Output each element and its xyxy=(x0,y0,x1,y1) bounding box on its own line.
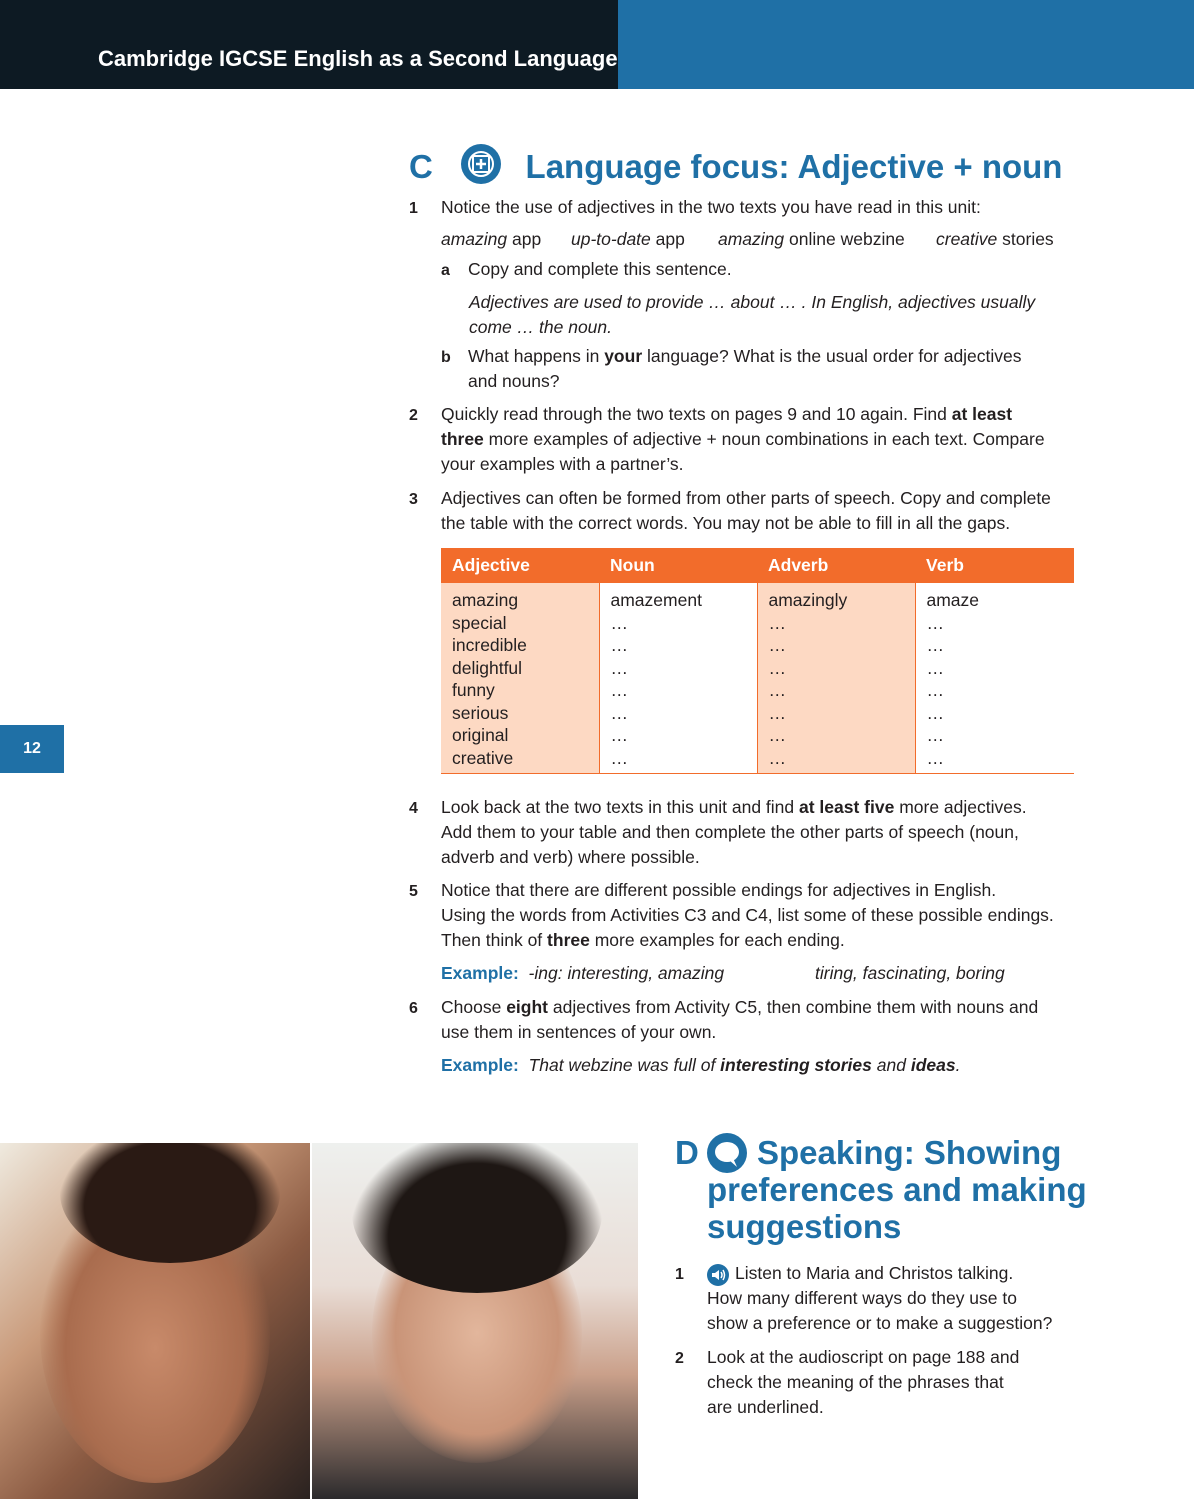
example-adjective: amazing xyxy=(441,229,508,249)
section-d-letter: D xyxy=(675,1134,699,1171)
table-header-row xyxy=(441,548,1074,583)
section-d-title: Speaking: Showing preferences and making suggestions xyxy=(707,1134,1087,1245)
section-c-heading xyxy=(409,144,1062,185)
example-noun: online webzine xyxy=(784,229,905,249)
d-q2-text: Look at the audioscript on page 188 and check the meaning of the phrases that are underlined. xyxy=(707,1347,1020,1417)
question-number: 5 xyxy=(409,883,418,900)
q1-examples xyxy=(571,227,685,252)
d-q1-text: Listen to Maria and Christos talking. How many different ways do they use to show a preference or to make a suggestion? xyxy=(707,1263,1053,1333)
q4-text: Look back at the two texts in this unit and find at least five more adjectives. Add them to your table and then complete the other parts of speech (noun, adverb and verb) where possible. xyxy=(441,797,1027,867)
question-number: 3 xyxy=(409,491,418,508)
q1b-text: What happens in your language? What is the usual order for adjectives and nouns? xyxy=(468,346,1022,391)
subquestion-label: a xyxy=(441,262,450,279)
adverb-column: amazingly … … … … … … … xyxy=(757,583,915,774)
column-header-adverb: Adverb xyxy=(757,548,915,583)
q5-text: Notice that there are different possible endings for adjectives in English. Using the words from Activities C3 and C4, list some of these possible endings. Then think of three more examples for each ending. xyxy=(441,880,1054,950)
header-blue-band xyxy=(618,0,1194,89)
q1-examples xyxy=(718,227,905,252)
example-noun: app xyxy=(507,229,542,249)
q2-text: Quickly read through the two texts on pages 9 and 10 again. Find at least three more examples of adjective + noun combinations in each text. Compare your examples with a partner’s. xyxy=(441,404,1045,474)
question-number: 6 xyxy=(409,1000,418,1017)
language-focus-icon xyxy=(461,144,501,184)
verb-column: amaze … … … … … … … xyxy=(915,583,1074,774)
adjective-column: amazing special incredible delightful funny serious original creative xyxy=(441,583,599,774)
question-number: 4 xyxy=(409,800,418,817)
example-label: Example: xyxy=(441,1055,519,1075)
q1-examples xyxy=(441,227,541,252)
photo-boy xyxy=(0,1143,310,1499)
example-adjective: creative xyxy=(936,229,998,249)
q1a-sentence: Adjectives are used to provide … about … . In English, adjectives usually come … the noun. xyxy=(469,292,1036,337)
example-noun: stories xyxy=(997,229,1054,249)
q3-text: Adjectives can often be formed from other parts of speech. Copy and complete the table with the correct words. You may not be able to fill in all the gaps. xyxy=(441,488,1051,533)
example-adjective: amazing xyxy=(718,229,785,249)
q1-text: Notice the use of adjectives in the two texts you have read in this unit: xyxy=(441,197,981,217)
book-title: Cambridge IGCSE English as a Second Language xyxy=(98,46,618,71)
section-letter: C xyxy=(409,148,433,185)
column-header-adjective: Adjective xyxy=(441,548,599,583)
word-forms-table xyxy=(441,548,1074,774)
header-dark-band xyxy=(0,0,618,89)
example-adjective: up-to-date xyxy=(571,229,651,249)
q6-text: Choose eight adjectives from Activity C5, then combine them with nouns and use them in sentences of your own. xyxy=(441,997,1039,1042)
table-row xyxy=(441,583,1074,774)
q5-example-more: tiring, fascinating, boring xyxy=(815,963,1005,983)
photo-girl xyxy=(312,1143,638,1499)
question-number: 1 xyxy=(675,1266,684,1283)
section-title: Language focus: Adjective + noun xyxy=(525,148,1063,185)
subquestion-label: b xyxy=(441,349,451,366)
noun-column: amazement … … … … … … … xyxy=(599,583,757,774)
example-label: Example: xyxy=(441,963,519,983)
column-header-verb: Verb xyxy=(915,548,1074,583)
page-number: 12 xyxy=(0,725,64,773)
question-number: 2 xyxy=(409,407,418,424)
column-header-noun: Noun xyxy=(599,548,757,583)
q6-example: Example: That webzine was full of interesting stories and ideas. xyxy=(441,1055,961,1075)
example-noun: app xyxy=(650,229,685,249)
q1-examples xyxy=(936,227,1054,252)
question-number: 1 xyxy=(409,200,418,217)
q1a-text: Copy and complete this sentence. xyxy=(468,259,732,279)
q5-example: Example: -ing: interesting, amazing xyxy=(441,963,725,983)
question-number: 2 xyxy=(675,1350,684,1367)
